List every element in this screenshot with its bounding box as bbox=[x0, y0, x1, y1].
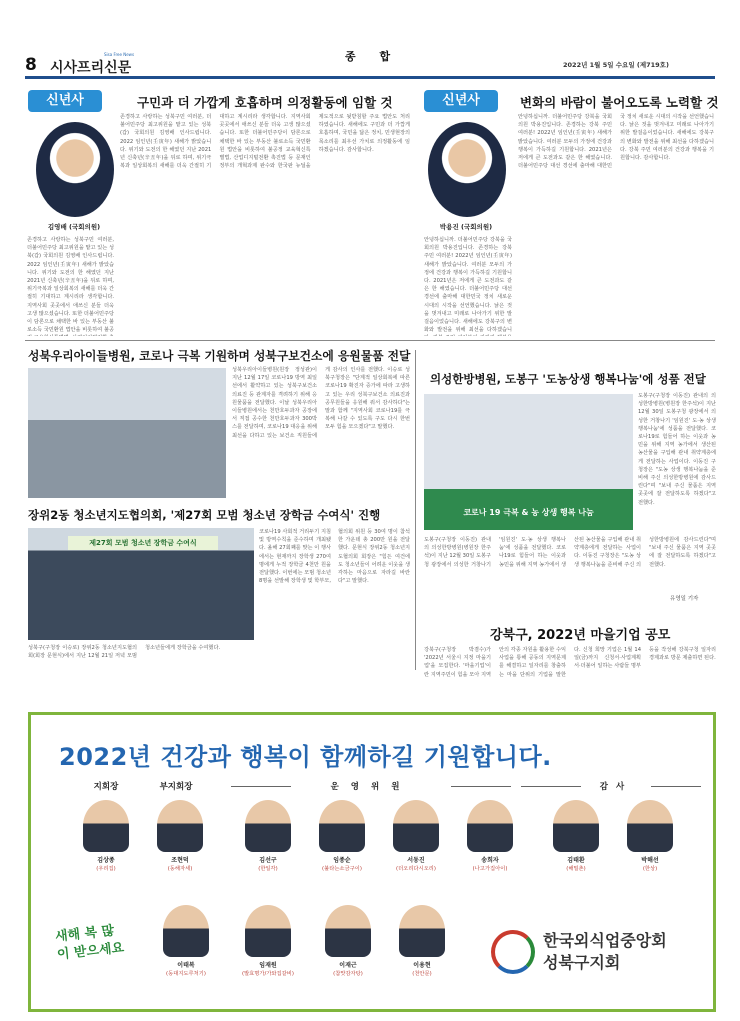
divider bbox=[25, 340, 715, 341]
label-line bbox=[231, 786, 291, 787]
member-name: 조현덕 bbox=[171, 857, 189, 864]
label-branch-president: 지회장 bbox=[93, 782, 119, 792]
member-photo bbox=[627, 800, 673, 852]
section-title: 종 합 bbox=[345, 50, 401, 63]
label-line bbox=[651, 786, 701, 787]
member-name: 임재원 bbox=[259, 962, 277, 969]
portrait-photo bbox=[428, 122, 506, 217]
member-name: 김상종 bbox=[97, 857, 115, 864]
member-photo bbox=[325, 905, 371, 957]
member-name: 박해선 bbox=[641, 857, 659, 864]
label-vice-president: 부지회장 bbox=[159, 782, 193, 792]
member-photo bbox=[393, 800, 439, 852]
member-card bbox=[381, 800, 451, 872]
article-body-cont: 도봉구(구청장 이동진) 관내의 의성한방병원(병원장 한주석)이 지난 12월 30일 도봉구청 광장에서 의성한 거창나기 '임원진' 도·농 상생 행복나눔'에 성품을 전달했다. 코로나19로 힘들어 하는 이웃과 농민을 위해 지역 농가에서 생산된 농산물을 구입해 관내 취약계층에게 전달하는 사업이다. 이동진 구청장은 "도농 상생 행복나눔을 준비해 주신 의성한방병원에 감사드린다"며 "보내 주신 물품은 지역 곳곳에 잘 전달하도록 하겠다"고 전했다. bbox=[424, 537, 716, 568]
article-body: 성북우리아이들병원(원장 정성관)이 지난 12월 17일 코로나19 방역 최일선에서 활약하고 있는 성북구보건소 의료진 등 관계자를 격려하기 위해 응원물품을 전달했다. 이날 성북우리아이들병원에서는 천만호두과자 공장에서 직접 공수한 천만호두과자 300박스를 전달하며, 코로나19 대응을 위해 최선을 다하고 있는 보건소 직원들에게 감사의 인사를 전했다. 이승로 성북구청장은 "단계적 일상회복에 따른 코로나19 확진자 증가에 따라 고생하고 있는 우리 성북구보건소 의료진과 공무원들을 응원해 줘서 감사하다"는 말과 함께 "지역사회 코로나19를 극복해 나갈 수 있도록 구도 다시 한번 모두 힘을 모으겠다"고 말했다. bbox=[232, 367, 410, 439]
member-name: 김태환 bbox=[567, 857, 585, 864]
member-business: (한상) bbox=[642, 866, 658, 872]
reporter-byline: 유영일 기자 bbox=[670, 596, 699, 602]
member-card bbox=[233, 905, 303, 977]
member-card bbox=[615, 800, 685, 872]
association-branch: 성북구지회 bbox=[543, 953, 621, 972]
member-business: (참맛감자탕) bbox=[333, 971, 363, 977]
member-name: 이용현 bbox=[413, 962, 431, 969]
member-card bbox=[233, 800, 303, 872]
article-badge: 신년사 bbox=[424, 90, 498, 112]
label-line bbox=[521, 786, 581, 787]
label-committee: 운영위원 bbox=[330, 782, 412, 792]
label-auditor: 감사 bbox=[599, 782, 633, 792]
article-photo bbox=[28, 368, 226, 498]
photo-banner: 제27회 모범 청소년 장학금 수여식 bbox=[68, 536, 218, 550]
article-body: 코로나19 사회적 거리두기 지침 및 방역수칙을 준수하며 개최됐다. 올해 27회째를 맞는 이 행사에서는 현재까지 장학생 270여 명에게 누적 장학금 4천만 원을 전달했다. 이번에는 모범 청소년 8명을 선발해 장학생 및 학부모, 협의회 위원 등 30여 명이 참석한 가운데 총 200만 원을 전달했다. 문현식 장위2동 청소년지도협의회 회장은 "힘든 여건에도 청소년들이 어려운 이웃을 생각하는 마음으로 자라길 바란다"고 말했다. bbox=[259, 529, 410, 585]
ad-title: 2022년 건강과 행복이 함께하길 기원합니다. bbox=[59, 743, 552, 771]
member-name: 김선구 bbox=[259, 857, 277, 864]
member-photo bbox=[163, 905, 209, 957]
logo-subtitle: Sisa Free News bbox=[104, 52, 135, 57]
member-business: (동대지도루처기) bbox=[166, 971, 206, 977]
portrait-name: 박용진 (국회의원) bbox=[439, 223, 493, 231]
member-name: 이태복 bbox=[177, 962, 195, 969]
portrait-name: 김영배 (국회의원) bbox=[47, 223, 101, 231]
greeting-advertisement bbox=[28, 712, 716, 1012]
member-name: 이재근 bbox=[339, 962, 357, 969]
member-name: 임종순 bbox=[333, 857, 351, 864]
article-body: 강북구(구청장 박겸수)가 '2022년 서울시 지정 마을기업'을 모집한다. '마을기업'이란 지역주민이 힘을 모아 지역 안의 각종 자원을 활용한 수익사업을 통해 공동의 지역문제를 해결하고 일자리를 창출하는 마을 단위의 기업을 말한다. 신청 희망 기업은 1월 14일(금)까지 신청서·사업계획서·더불어 일하는 사람들 명부 등을 작성해 강북구청 일자리경제과로 방문 제출하면 된다. bbox=[424, 647, 716, 678]
member-business: (천안문) bbox=[412, 971, 432, 977]
photo-banner: 코로나 19 극복 & 농 상생 행복 나눔 bbox=[463, 508, 594, 517]
member-business: (나고가집아이) bbox=[472, 866, 508, 872]
member-card bbox=[313, 905, 383, 977]
member-business: (발효명가/가와집갈비) bbox=[242, 971, 294, 977]
member-card bbox=[455, 800, 525, 872]
divider bbox=[415, 350, 416, 670]
member-name: 서동진 bbox=[407, 857, 425, 864]
article-title: 구민과 더 가깝게 호흡하며 의정활동에 임할 것 bbox=[137, 95, 393, 110]
member-photo bbox=[399, 905, 445, 957]
page-number: 8 bbox=[25, 55, 37, 75]
member-business: (한일각) bbox=[258, 866, 278, 872]
member-photo bbox=[157, 800, 203, 852]
article-body-cont: 안녕하십니까. 더불어민주당 강북을 국회의원 박용진입니다. 존경하는 강북 주민 여러분! 2022년 임인년(壬寅年) 새해가 밝았습니다. 여러분 모두의 가정에 건강과 행복이 가득하길 기원합니다. 2021년은 저에게 큰 도전과도 같은 한 해였습니다. 더불어민주당 대선 경선에 출마해 대한민국 정치 새로운 시대의 시작을 선언했습니다. 낡은 것을 벗겨내고 미래로 나아가기 위한 발걸음이었습니다. 새해에도 강북구의 변화와 발전을 위해 최선을 다하겠습니다. 강북 주민 여러분의 건강과 행복을 기원합니다. 감사합니다. bbox=[518, 114, 714, 170]
issue-date: 2022년 1월 5일 수요일 (제719호) bbox=[563, 61, 669, 69]
member-photo bbox=[245, 905, 291, 957]
article-body: 존경하고 사랑하는 성북구민 여러분, 더불어민주당 최고위원을 맡고 있는 성북(갑) 국회의원 김영배 인사드립니다. 2022 임인년(壬寅年) 새해가 밝았습니다. 위기와 도전의 한 해였던 지난 2021년 신축년(辛丑年)을 뒤로 하며, 위기극복과 일상회복의 새해를 더욱 간절히 기대하고 계시리라 생각합니다. 지역사회 곳곳에서 애쓰신 분들 더욱 고생 많으셨습니다. 또한 더불어민주당이 담론으로 채택한 바 있는 부동산 불로소득 국민환원 법안을 비롯하여 불공 bbox=[27, 237, 114, 334]
article-title: 성북우리아이들병원, 코로나 극복 기원하며 성북구보건소에 응원물품 전달 bbox=[28, 349, 411, 363]
member-card bbox=[307, 800, 377, 872]
article-title: 변화의 바람이 불어오도록 노력할 것 bbox=[520, 95, 719, 110]
photo-caption: 성북구(구청장 이승로) 장위2동 청소년지도협의회(회장 문현식)에서 지난 12월 21일 저녁 모범청소년들에게 장학금을 수여했다. bbox=[28, 645, 221, 660]
member-card bbox=[387, 905, 457, 977]
member-card bbox=[145, 800, 215, 872]
association-logo-icon bbox=[491, 930, 535, 974]
association-name: 한국외식업중앙회 bbox=[543, 931, 667, 950]
member-business: (불타는소금구이) bbox=[322, 866, 362, 872]
header bbox=[0, 0, 740, 82]
member-card bbox=[541, 800, 611, 872]
member-photo bbox=[553, 800, 599, 852]
member-photo bbox=[83, 800, 129, 852]
article-photo bbox=[28, 528, 254, 640]
article-title: 강북구, 2022년 마을기업 공모 bbox=[490, 628, 671, 643]
article-body-cont: 존경하고 사랑하는 성북구민 여러분, 더불어민주당 최고위원을 맡고 있는 성북(갑) 국회의원 김영배 인사드립니다. 2022 임인년(壬寅年) 새해가 밝았습니다. 위기와 도전의 한 해였던 지난 2021년 신축년(辛丑年)을 뒤로 하며, 위기극복과 일상회복의 새해를 더욱 간절히 기대하고 계시리라 생각합니다. 지역사회 곳곳에서 애쓰신 분들 더욱 고생 많으셨습니다. 또한 더불어민주당이 담론으로 채택한 바 있는 부동산 불로소득 국민환원 법안을 비롯하여 불공정 교육혁신특별법, 산업디지털전환 촉진법 등 문재인 정부의 개혁과제 완수와 한국판 뉴딜을 제도적으로 뒷받침할 주요 법안도 처리하였습니다. 새해에도 구민과 더 가깝게 호흡하며, 국민을 닮은 정치, 민생현장의 목소리를 최우선 가치로 의정활동에 임하겠습니다. 감사합니다. bbox=[120, 114, 410, 170]
newspaper-logo: 시사프리신문 bbox=[50, 60, 132, 76]
article-photo bbox=[424, 394, 633, 530]
article-body: 안녕하십니까. 더불어민주당 강북을 국회의원 박용진입니다. 존경하는 강북 주민 여러분! 2022년 임인년(壬寅年) 새해가 밝았습니다. 여러분 모두의 가정에 건강과 행복이 가득하길 기원합니다. 2021년은 저에게 큰 도전과도 같은 한 해였습니다. 더불어민주당 대선 경선에 출마해 대한민국 정치 새로운 시대의 시작을 선언했습니다. 낡은 것을 벗겨내고 미래로 나아가기 위한 발걸음이었습니다. 새해에도 강북구의 변화와 발전을 위해 최선을 다하겠습니 bbox=[424, 237, 512, 334]
calligraphy-text: 새해 복 많이 받으세요 bbox=[54, 923, 125, 963]
member-business: (해밀촌) bbox=[566, 866, 586, 872]
member-business: (더오리다시오리) bbox=[396, 866, 436, 872]
label-line bbox=[451, 786, 511, 787]
portrait-photo bbox=[36, 122, 114, 217]
article-badge: 신년사 bbox=[28, 90, 102, 112]
article-title: 의성한방병원, 도봉구 '도농상생 행복나눔'에 성품 전달 bbox=[430, 372, 706, 386]
member-card bbox=[151, 905, 221, 977]
member-business: (우리집) bbox=[96, 866, 116, 872]
article-title: 장위2동 청소년지도협의회, '제27회 모범 청소년 장학금 수여식' 진행 bbox=[28, 508, 381, 522]
calligraphy-greeting bbox=[54, 921, 127, 964]
article-body: 도봉구(구청장 이동진) 관내의 의성한방병원(병원장 한주석)이 지난 12월 30일 도봉구청 광장에서 의성한 거창나기 '임원진' 도·농 상생 행복나눔'에 성품을 전달했다. 코로나19로 힘들어 하는 이웃과 농민을 위해 지역 농가에서 생산된 농산물을 구입해 관내 취약계층에게 전달하는 사업이다. 이동진 구청장은 "도농 상생 행복나눔을 준비해 주신 의성한방병원에 감사드린다"며 "보내 주신 물품은 지역 곳곳에 잘 전달하도록 하겠다"고 전했다. bbox=[638, 393, 716, 506]
member-card bbox=[71, 800, 141, 872]
member-business: (동해자세) bbox=[167, 866, 193, 872]
member-photo bbox=[467, 800, 513, 852]
member-photo bbox=[319, 800, 365, 852]
header-rule bbox=[25, 76, 715, 79]
member-name: 송희자 bbox=[481, 857, 499, 864]
member-photo bbox=[245, 800, 291, 852]
